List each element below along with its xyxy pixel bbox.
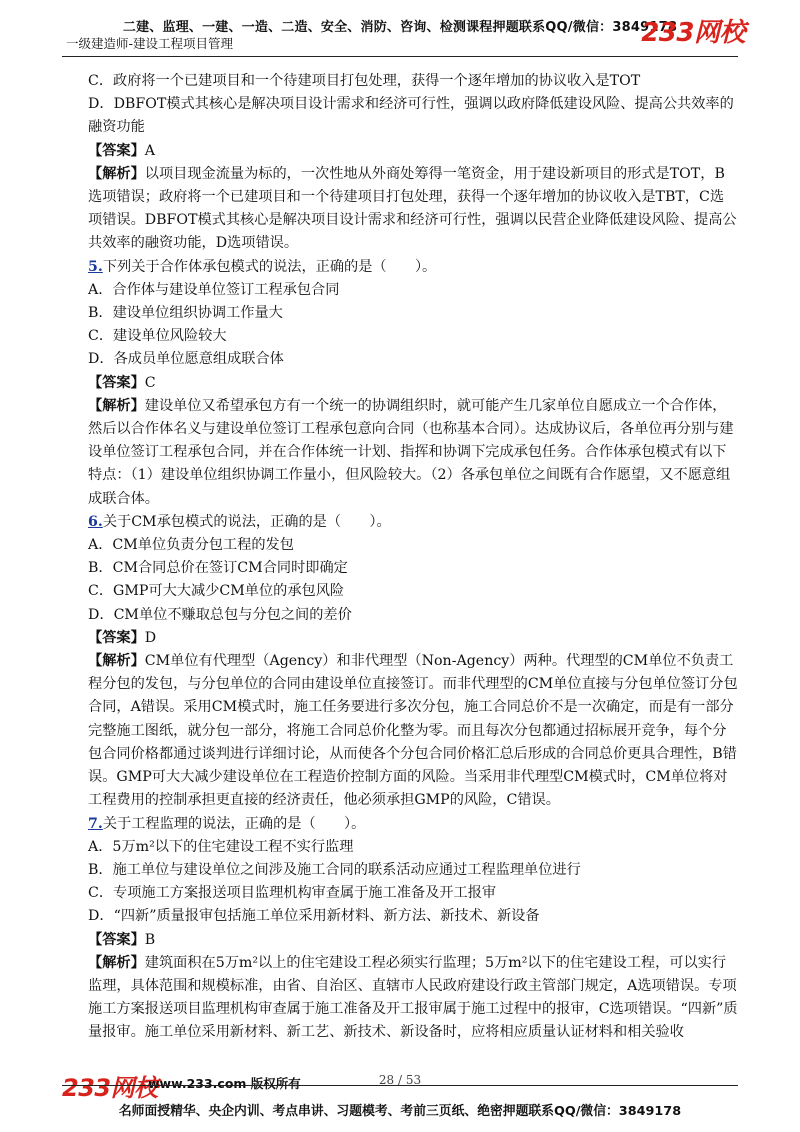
analysis-label: 【解析】 — [88, 653, 145, 670]
answer-option: A．5万m²以下的住宅建设工程不实行监理 — [88, 838, 354, 855]
answer-option: B．CM合同总价在签订CM合同时即确定 — [88, 560, 348, 577]
answer-option: D．CM单位不赚取总包与分包之间的差价 — [88, 606, 352, 623]
answer-option: B．建设单位组织协调工作量大 — [88, 305, 283, 322]
header-divider — [62, 56, 738, 57]
analysis-text: CM单位有代理型（Agency）和非代理型（Non-Agency）两种。代理型的CM单位不负责工程分包的发包，与分包单位的合同由建设单位直接签订。而非代理型的CM单位直接与分包单位签订分包合同，A错误。采用CM模式时，施工任务要进行多次分包，施工合同总价不是一次确定，而是有一部分完整施工图纸，就分包一部分，将施工合同总价化整为零。而且每次分包都通过招标展开竞争，每个分包合同价格都通过谈判进行详细讨论，从而使各个分包合同价格汇总后形成的合同总价更具合理性，B错误。GMP可大大减少建设单位在工程造价控制方面的风险。当采用非代理型CM模式时，CM单位将对工程费用的控制承担更直接的经济责任，他必须承担GMP的风险，C错误。 — [88, 653, 738, 809]
answer-option: D．“四新”质量报审包括施工单位采用新材料、新方法、新技术、新设备 — [88, 908, 540, 925]
answer-line — [66, 929, 738, 952]
analysis-paragraph — [66, 650, 738, 812]
analysis-paragraph — [66, 952, 738, 1045]
question-stem — [66, 256, 738, 279]
answer-line — [66, 372, 738, 395]
answer-line — [66, 140, 738, 163]
answer-label: 【答案】 — [88, 931, 145, 948]
answer-option: C．政府将一个已建项目和一个待建项目打包处理，获得一个逐年增加的协议收入是TOT — [88, 73, 641, 89]
analysis-label: 【解析】 — [88, 397, 145, 414]
question-stem — [66, 813, 738, 836]
answer-option: A．CM单位负责分包工程的发包 — [88, 537, 294, 554]
analysis-paragraph — [66, 163, 738, 256]
answer-text: A — [144, 142, 156, 159]
answer-label: 【答案】 — [88, 629, 145, 646]
answer-option: C．GMP可大大减少CM单位的承包风险 — [88, 583, 345, 600]
question-number: 7. — [88, 815, 103, 832]
answer-option: C．建设单位风险较大 — [88, 328, 227, 345]
question-text: 关于工程监理的说法，正确的是（ ）。 — [102, 815, 366, 832]
footer-promo-line: 名师面授精华、央企内训、考点串讲、习题模考、考前三页纸、绝密押题联系QQ/微信：3849178 — [118, 1104, 682, 1119]
question-text: 下列关于合作体承包模式的说法，正确的是（ ）。 — [102, 258, 437, 275]
answer-option: D．DBFOT模式其核心是解决项目设计需求和经济可行性，强调以政府降低建设风险、提高公共效率的融资功能 — [88, 96, 734, 136]
analysis-paragraph — [66, 395, 738, 511]
answer-text: B — [144, 931, 156, 948]
answer-line — [66, 627, 738, 650]
answer-option: C．专项施工方案报送项目监理机构审查属于施工准备及开工报审 — [88, 885, 497, 902]
answer-option: B．施工单位与建设单位之间涉及施工合同的联系活动应通过工程监理单位进行 — [88, 861, 581, 878]
brand-logo: 233网校 — [641, 18, 745, 48]
document-subject: 一级建造师-建设工程项目管理 — [66, 36, 234, 51]
question-stem — [66, 511, 738, 534]
answer-option: D．各成员单位愿意组成联合体 — [88, 351, 284, 368]
analysis-text: 以项目现金流量为标的，一次性地从外商处筹得一笔资金，用于建设新项目的形式是TOT，B选项错误；政府将一个已建项目和一个待建项目打包处理，获得一个逐年增加的协议收入是TBT，C选项错误。DBFOT模式其核心是解决项目设计需求和经济可行性，强调以民营企业降低建设风险、提高公共效率的融资功能，D选项错误。 — [88, 165, 737, 252]
page-number: 28 / 53 — [378, 1073, 422, 1087]
question-number: 5. — [88, 258, 103, 275]
question-number: 6. — [88, 513, 103, 530]
answer-label: 【答案】 — [88, 374, 145, 391]
document-body — [66, 70, 738, 1045]
answer-text: C — [144, 374, 156, 391]
header-contact-line: 二建、监理、一建、一造、二造、安全、消防、咨询、检测课程押题联系QQ/微信：3849178 — [122, 20, 678, 35]
analysis-text: 建设单位又希望承包方有一个统一的协调组织时，就可能产生几家单位自愿成立一个合作体，然后以合作体名义与建设单位签订工程承包意向合同（也称基本合同）。达成协议后，各单位再分别与建设单位签订工程承包合同，并在合作体统一计划、指挥和协调下完成承包任务。合作体承包模式有以下特点：（1）建设单位组织协调工作量小，但风险较大。（2）各承包单位之间既有合作愿望，又不愿意组成联合体。 — [88, 397, 734, 507]
footer-copyright: www.233.com 版权所有 — [148, 1076, 301, 1091]
footer-brand-logo: 233网校 — [62, 1074, 158, 1102]
answer-text: D — [144, 629, 157, 646]
analysis-text: 建筑面积在5万m²以上的住宅建设工程必须实行监理；5万m²以下的住宅建设工程，可以实行监理，具体范围和规模标准，由省、自治区、直辖市人民政府建设行政主管部门规定，A选项错误。专项施工方案报送项目监理机构审查属于施工准备及开工报审属于施工过程中的报审，C选项错误。“四新”质量报审。施工单位采用新材料、新工艺、新技术、新设备时，应将相应质量认证材料和相关验收 — [88, 954, 738, 1041]
analysis-label: 【解析】 — [88, 954, 145, 971]
question-text: 关于CM承包模式的说法，正确的是（ ）。 — [102, 513, 391, 530]
answer-option: A．合作体与建设单位签订工程承包合同 — [88, 281, 340, 298]
answer-label: 【答案】 — [88, 142, 145, 159]
analysis-label: 【解析】 — [88, 165, 145, 182]
footer-divider — [62, 1085, 738, 1086]
